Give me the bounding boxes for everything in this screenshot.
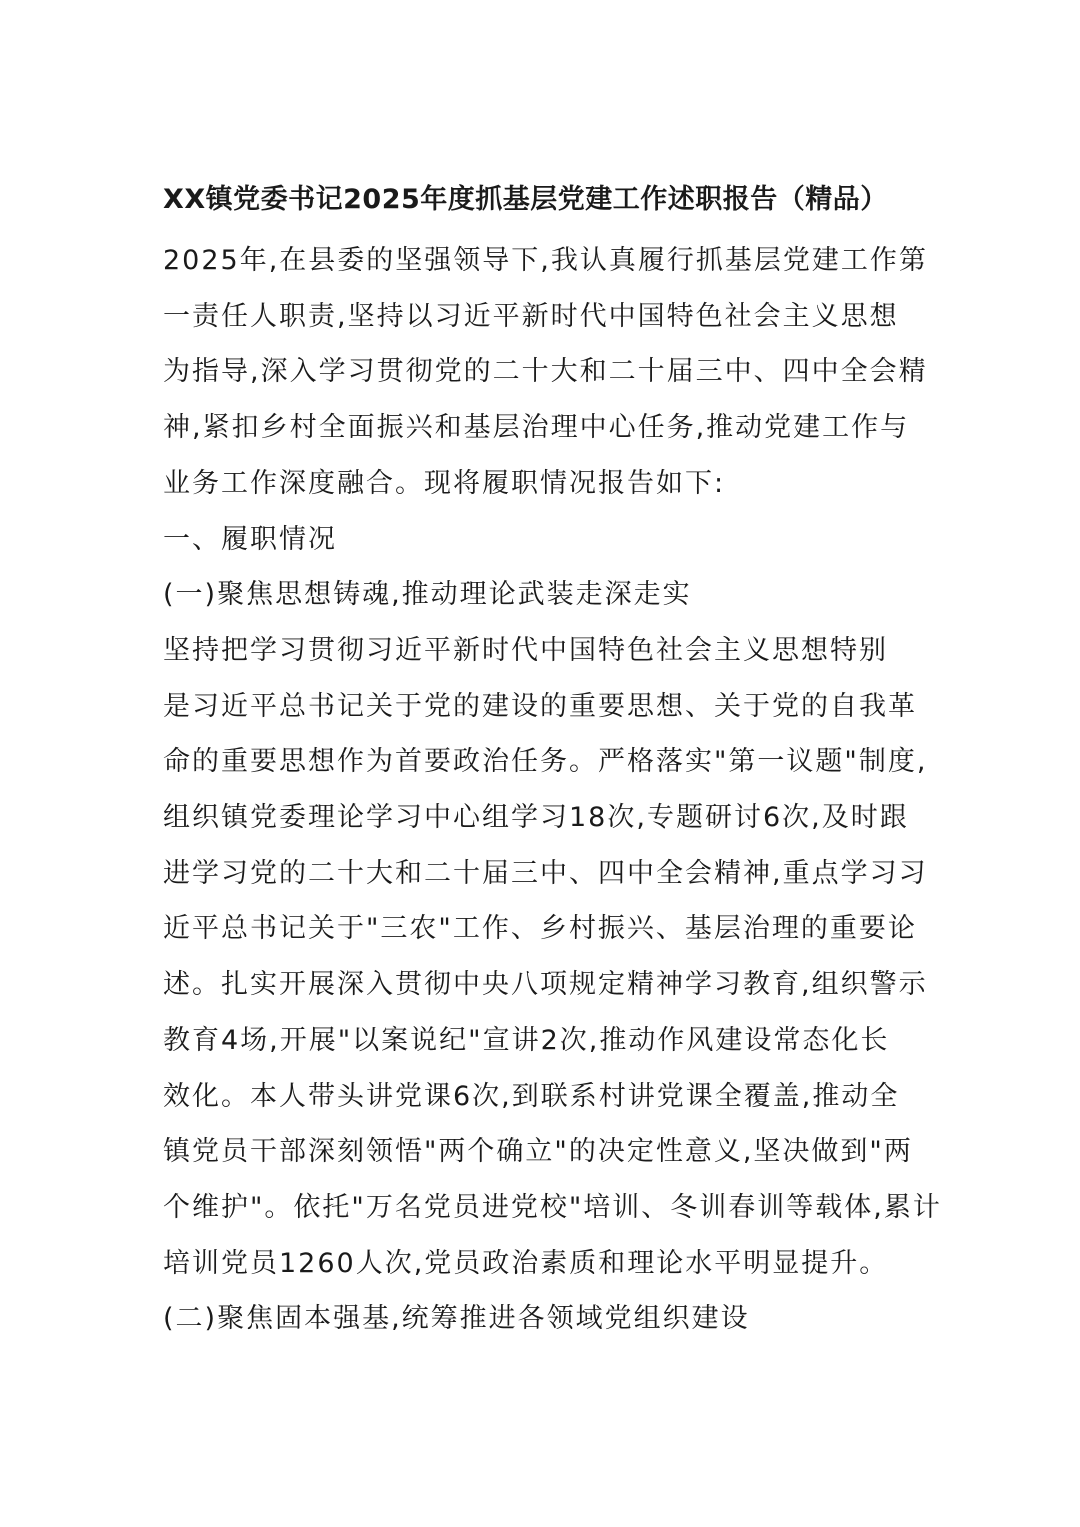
body-line: 是习近平总书记关于党的建设的重要思想、关于党的自我革 [163, 690, 917, 722]
intro-line: 业务工作深度融合。现将履职情况报告如下: [163, 467, 726, 499]
section-heading-1: 一、履职情况 [163, 523, 337, 555]
body-line: 镇党员干部深刻领悟"两个确立"的决定性意义,坚决做到"两 [163, 1136, 913, 1168]
intro-line: 一责任人职责,坚持以习近平新时代中国特色社会主义思想 [163, 300, 899, 332]
body-line: 个维护"。依托"万名党员进党校"培训、冬训春训等载体,累计 [163, 1191, 942, 1223]
body-line: 教育4场,开展"以案说纪"宣讲2次,推动作风建设常态化长 [163, 1024, 890, 1056]
intro-line: 为指导,深入学习贯彻党的二十大和二十届三中、四中全会精 [163, 356, 928, 388]
subsection-heading-2: (二)聚焦固本强基,统筹推进各领域党组织建设 [163, 1303, 750, 1335]
body-line: 述。扎实开展深入贯彻中央八项规定精神学习教育,组织警示 [163, 969, 928, 1001]
intro-line: 神,紧扣乡村全面振兴和基层治理中心任务,推动党建工作与 [163, 412, 910, 444]
subsection-1-paragraph [163, 623, 942, 1291]
intro-line: 2025年,在县委的坚强领导下,我认真履行抓基层党建工作第 [163, 245, 928, 276]
document-body [163, 184, 942, 1347]
body-line: 近平总书记关于"三农"工作、乡村振兴、基层治理的重要论 [163, 913, 917, 945]
intro-paragraph [163, 233, 928, 512]
body-line: 命的重要思想作为首要政治任务。严格落实"第一议题"制度, [163, 746, 928, 778]
document-title: XX镇党委书记2025年度抓基层党建工作述职报告（精品） [163, 184, 888, 215]
body-line: 进学习党的二十大和二十届三中、四中全会精神,重点学习习 [163, 857, 928, 889]
subsection-heading-1: (一)聚焦思想铸魂,推动理论武装走深走实 [163, 579, 692, 611]
body-line: 培训党员1260人次,党员政治素质和理论水平明显提升。 [163, 1247, 889, 1279]
body-line: 效化。本人带头讲党课6次,到联系村讲党课全覆盖,推动全 [163, 1080, 900, 1112]
body-line: 坚持把学习贯彻习近平新时代中国特色社会主义思想特别 [163, 634, 888, 666]
body-line: 组织镇党委理论学习中心组学习18次,专题研讨6次,及时跟 [163, 802, 909, 834]
